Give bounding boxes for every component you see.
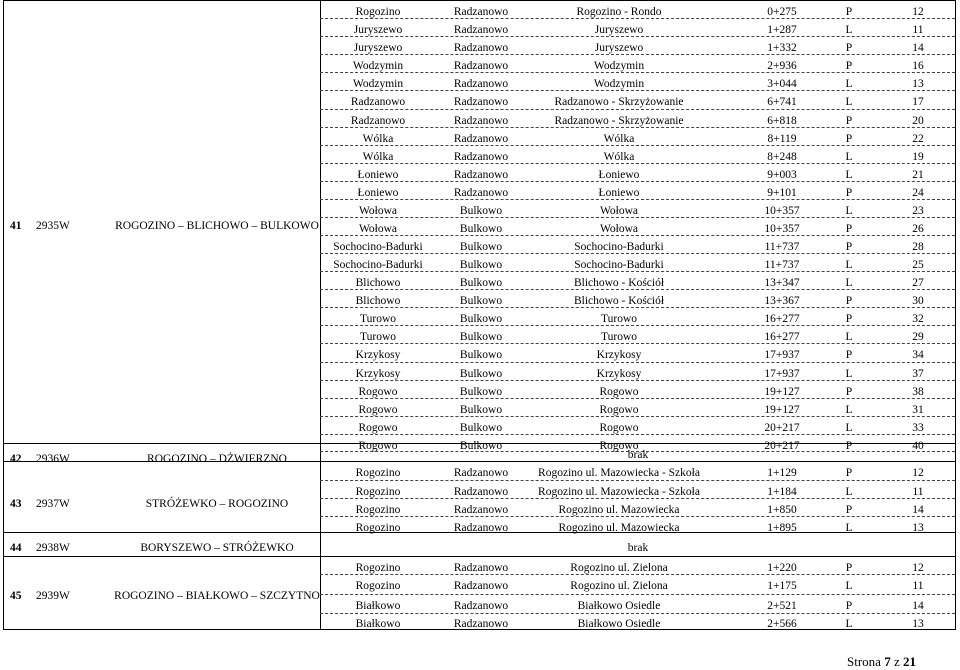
cell-stop: Blichowo - Kościół [573,295,665,307]
cell-km: 9+003 [767,169,797,181]
cell-commune: Bulkowo [459,440,503,452]
table-border-vertical [3,0,4,630]
cell-stop: Sochocino-Badurki [574,259,664,271]
row-separator [320,594,955,595]
cell-from: Turowo [359,331,397,343]
cell-commune: Bulkowo [459,404,503,416]
cell-num: 13 [912,522,924,534]
route-code: 2937W [36,498,70,510]
cell-commune: Bulkowo [459,295,503,307]
cell-from: Sochocino-Badurki [333,241,423,253]
cell-num: 14 [912,600,924,612]
cell-commune: Radzanowo [453,562,509,574]
cell-side: L [845,368,853,380]
cell-num: 23 [912,205,924,217]
route-code: 2939W [36,590,70,602]
cell-num: 14 [912,42,924,54]
cell-num: 32 [912,313,924,325]
cell-num: 11 [912,580,924,592]
page-footer: Strona 7 z 21 [847,654,916,669]
route-code: 2938W [36,542,70,554]
cell-km: 19+127 [764,386,800,398]
cell-num: 33 [912,422,924,434]
cell-num: 12 [912,467,924,479]
cell-commune: Radzanowo [453,504,509,516]
cell-side: L [845,404,853,416]
cell-num: 29 [912,331,924,343]
cell-commune: Radzanowo [453,467,509,479]
cell-num: 25 [912,259,924,271]
cell-stop: Rogozino ul. Mazowiecka - Szkoła [538,467,700,479]
cell-stop: Rogozino ul. Mazowiecka [558,522,680,534]
route-name: ROGOZINO – BLICHOWO – BULKOWO [115,220,319,232]
cell-commune: Radzanowo [453,600,509,612]
cell-num: 17 [912,96,924,108]
cell-stop: Wólka [603,151,635,163]
cell-side: P [845,133,853,145]
cell-km: 16+277 [764,331,800,343]
cell-km: 1+129 [767,467,797,479]
cell-from: Wołowa [358,205,398,217]
route-name: ROGOZINO – DŻWIERZNO [147,453,287,465]
cell-commune: Radzanowo [453,151,509,163]
cell-commune: Radzanowo [453,42,509,54]
cell-side: L [845,277,853,289]
cell-commune: Bulkowo [459,331,503,343]
route-name: STRÓŻEWKO – ROGOZINO [145,498,289,510]
row-separator [320,480,955,481]
cell-from: Blichowo [355,277,401,289]
cell-km: 2+936 [767,60,797,72]
cell-side: P [845,187,853,199]
cell-side: L [845,96,853,108]
cell-km: 16+277 [764,313,800,325]
cell-num: 16 [912,60,924,72]
cell-side: L [845,151,853,163]
cell-km: 2+521 [767,600,797,612]
cell-commune: Bulkowo [459,259,503,271]
cell-commune: Radzanowo [453,580,509,592]
cell-stop: Wołowa [599,223,639,235]
cell-commune: Radzanowo [453,96,509,108]
cell-side: P [845,115,853,127]
cell-side: P [845,440,853,452]
cell-num: 26 [912,223,924,235]
cell-km: 1+850 [767,504,797,516]
cell-stop: Białkowo Osiedle [577,618,661,630]
cell-side: P [845,295,853,307]
cell-stop: Sochocino-Badurki [574,241,664,253]
cell-side: P [845,386,853,398]
cell-num: 14 [912,504,924,516]
cell-km: 19+127 [764,404,800,416]
cell-km: 6+741 [767,96,797,108]
cell-stop: Krzykosy [596,368,642,380]
cell-stop: Krzykosy [596,349,642,361]
cell-from: Wodzymin [352,78,404,90]
cell-side: L [845,580,853,592]
cell-stop: Łoniewo [598,169,640,181]
cell-from: Rogozino [355,467,401,479]
cell-num: 13 [912,78,924,90]
cell-commune: Bulkowo [459,223,503,235]
cell-commune: Radzanowo [453,187,509,199]
cell-from: Rogozino [355,522,401,534]
cell-num: 12 [912,6,924,18]
cell-from: Wołowa [358,223,398,235]
cell-commune: Radzanowo [453,24,509,36]
cell-km: 13+367 [764,295,800,307]
group-separator [3,461,955,462]
cell-side: L [845,24,853,36]
cell-commune: Bulkowo [459,386,503,398]
cell-side: P [845,241,853,253]
table-border-vertical [320,0,321,630]
cell-from: Rogowo [358,386,398,398]
row-separator [320,362,955,363]
cell-from: Rogowo [358,404,398,416]
cell-stop: Radzanowo - Skrzyżowanie [554,115,684,127]
route-name: ROGOZINO – BIAŁKOWO – SZCZYTNO [114,590,320,602]
cell-side: L [845,259,853,271]
cell-from: Turowo [359,313,397,325]
cell-num: 40 [912,440,924,452]
cell-num: 20 [912,115,924,127]
cell-num: 30 [912,295,924,307]
cell-from: Rogozino [355,6,401,18]
cell-side: P [845,504,853,516]
cell-stop: Wólka [603,133,635,145]
cell-from: Rogozino [355,486,401,498]
row-separator [320,325,955,326]
cell-stop: Rogozino ul. Zielona [570,580,668,592]
cell-num: 22 [912,133,924,145]
route-number: 45 [10,590,22,602]
cell-from: Rogozino [355,504,401,516]
page-number: 7 [884,654,891,669]
cell-stop: Rogowo [599,440,639,452]
cell-commune: Bulkowo [459,422,503,434]
cell-side: P [845,313,853,325]
cell-stop: Rogozino ul. Zielona [570,562,668,574]
route-number: 42 [10,453,22,465]
cell-from: Juryszewo [353,42,403,54]
row-separator [320,613,955,614]
cell-side: P [845,562,853,574]
cell-side: L [845,522,853,534]
cell-commune: Radzanowo [453,6,509,18]
cell-side: P [845,6,853,18]
cell-num: 21 [912,169,924,181]
cell-km: 13+347 [764,277,800,289]
cell-from: Radzanowo [350,96,406,108]
cell-stop: Białkowo Osiedle [577,600,661,612]
cell-from: Sochocino-Badurki [333,259,423,271]
cell-commune: Radzanowo [453,78,509,90]
cell-from: Łoniewo [357,169,399,181]
cell-km: 20+217 [764,440,800,452]
cell-stop: Juryszewo [594,24,644,36]
route-number: 43 [10,498,22,510]
cell-stop: Rogowo [599,422,639,434]
cell-from: Białkowo [355,618,401,630]
cell-num: 11 [912,24,924,36]
cell-km: 3+044 [767,78,797,90]
cell-from: Wólka [362,133,394,145]
cell-commune: Bulkowo [459,313,503,325]
group-separator [3,556,955,557]
table-border-vertical [955,0,956,630]
cell-commune: Bulkowo [459,205,503,217]
cell-stop: Łoniewo [598,187,640,199]
cell-km: 8+248 [767,151,797,163]
cell-km: 2+566 [767,618,797,630]
cell-km: 6+818 [767,115,797,127]
no-stops-label: brak [627,449,649,461]
cell-side: L [845,422,853,434]
cell-stop: Turowo [600,331,638,343]
row-separator [320,163,955,164]
cell-from: Rogozino [355,562,401,574]
cell-num: 27 [912,277,924,289]
cell-km: 20+217 [764,422,800,434]
cell-stop: Radzanowo - Skrzyżowanie [554,96,684,108]
group-separator [3,0,955,1]
cell-km: 17+937 [764,349,800,361]
cell-num: 19 [912,151,924,163]
cell-km: 11+737 [764,259,800,271]
cell-from: Białkowo [355,600,401,612]
cell-km: 1+287 [767,24,797,36]
cell-commune: Radzanowo [453,486,509,498]
cell-commune: Bulkowo [459,349,503,361]
cell-stop: Rogowo [599,404,639,416]
cell-km: 10+357 [764,205,800,217]
cell-stop: Rogozino - Rondo [576,6,662,18]
route-code: 2936W [36,453,70,465]
cell-stop: Wodzymin [593,78,645,90]
cell-from: Łoniewo [357,187,399,199]
cell-commune: Bulkowo [459,277,503,289]
cell-commune: Radzanowo [453,522,509,534]
route-code: 2935W [36,220,70,232]
cell-side: L [845,331,853,343]
cell-km: 0+275 [767,6,797,18]
cell-side: L [845,618,853,630]
cell-from: Rogozino [355,580,401,592]
cell-commune: Bulkowo [459,241,503,253]
row-separator [320,343,955,344]
cell-km: 1+184 [767,486,797,498]
cell-from: Krzykosy [355,368,401,380]
cell-num: 37 [912,368,924,380]
row-separator [320,109,955,110]
route-number: 41 [10,220,22,232]
cell-commune: Radzanowo [453,115,509,127]
cell-from: Juryszewo [353,24,403,36]
cell-stop: Rogowo [599,386,639,398]
cell-num: 38 [912,386,924,398]
cell-num: 31 [912,404,924,416]
cell-from: Blichowo [355,295,401,307]
cell-side: L [845,205,853,217]
cell-commune: Bulkowo [459,368,503,380]
cell-side: P [845,467,853,479]
route-number: 44 [10,542,22,554]
cell-km: 10+357 [764,223,800,235]
cell-from: Wodzymin [352,60,404,72]
cell-side: P [845,600,853,612]
cell-side: L [845,169,853,181]
cell-km: 1+332 [767,42,797,54]
cell-stop: Wołowa [599,205,639,217]
cell-from: Krzykosy [355,349,401,361]
cell-from: Rogowo [358,440,398,452]
no-stops-label: brak [627,542,649,554]
cell-num: 11 [912,486,924,498]
cell-side: P [845,42,853,54]
cell-km: 8+119 [767,133,797,145]
cell-km: 17+937 [764,368,800,380]
cell-commune: Radzanowo [453,60,509,72]
cell-km: 1+175 [767,580,797,592]
cell-km: 1+220 [767,562,797,574]
cell-stop: Rogozino ul. Mazowiecka [558,504,680,516]
cell-side: P [845,349,853,361]
row-separator [320,145,955,146]
cell-num: 12 [912,562,924,574]
cell-side: P [845,223,853,235]
cell-stop: Juryszewo [594,42,644,54]
cell-num: 28 [912,241,924,253]
cell-side: P [845,60,853,72]
cell-side: L [845,78,853,90]
cell-num: 13 [912,618,924,630]
cell-num: 24 [912,187,924,199]
cell-num: 34 [912,349,924,361]
cell-commune: Radzanowo [453,169,509,181]
cell-km: 9+101 [767,187,797,199]
cell-stop: Turowo [600,313,638,325]
route-name: BORYSZEWO – STRÓŻEWKO [140,542,294,554]
page-total: 21 [903,654,916,669]
cell-from: Radzanowo [350,115,406,127]
cell-stop: Wodzymin [593,60,645,72]
cell-side: L [845,486,853,498]
cell-commune: Radzanowo [453,133,509,145]
cell-stop: Rogozino ul. Mazowiecka - Szkoła [538,486,700,498]
cell-stop: Blichowo - Kościół [573,277,665,289]
cell-from: Wólka [362,151,394,163]
cell-km: 11+737 [764,241,800,253]
cell-commune: Radzanowo [453,618,509,630]
cell-km: 1+895 [767,522,797,534]
cell-from: Rogowo [358,422,398,434]
